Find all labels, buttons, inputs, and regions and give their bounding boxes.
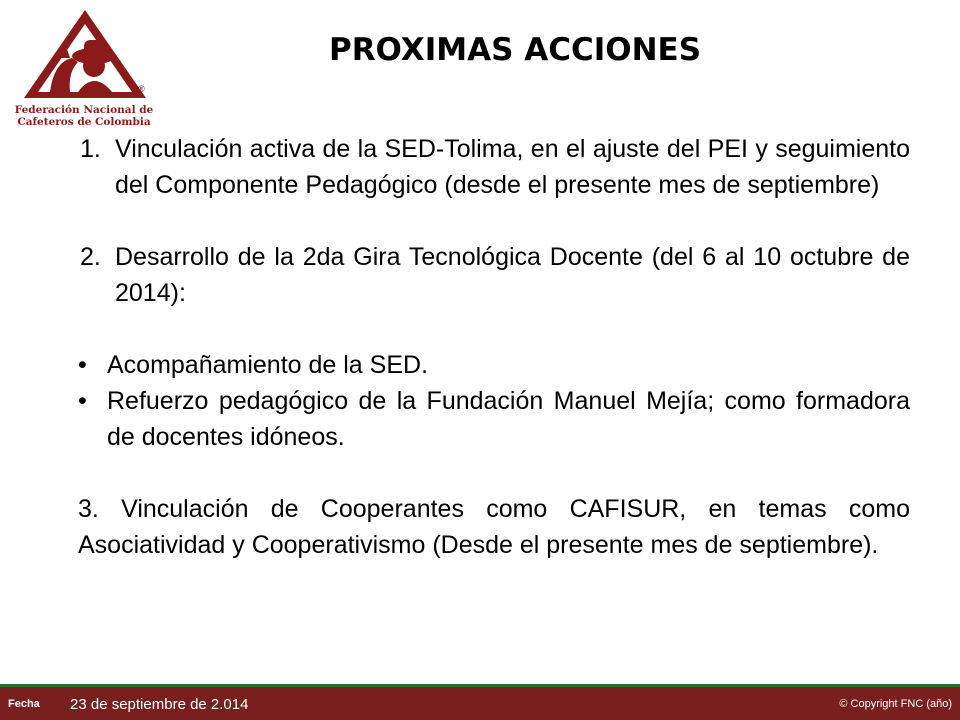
footer-bar <box>0 687 960 720</box>
slide-body <box>78 131 910 563</box>
bullet-text: Refuerzo pedagógico de la Fundación Manuel Mejía; como formadora de docentes idóneos. <box>107 387 910 451</box>
logo-text <box>14 104 154 128</box>
footer-date-label: Fecha <box>8 698 40 710</box>
slide-title: PROXIMAS ACCIONES <box>328 32 702 68</box>
item-text: Desarrollo de la 2da Gira Tecnológica Docente (del 6 al 10 octubre de 2014): <box>115 243 910 307</box>
item-text: Vinculación activa de la SED-Tolima, en el ajuste del PEI y seguimiento del Componente Pedagógico (desde el presente mes de septiembre) <box>115 135 910 199</box>
item-number: 1. <box>80 135 101 163</box>
bullet-item <box>78 347 910 383</box>
fnc-logo <box>14 6 154 134</box>
bullet-dot: • <box>78 387 87 415</box>
bullet-text: Acompañamiento de la SED. <box>107 351 429 379</box>
action-item-1 <box>78 131 910 203</box>
footer-date: 23 de septiembre de 2.014 <box>70 696 249 713</box>
item-number: 2. <box>80 243 101 271</box>
action-item-2 <box>78 239 910 311</box>
registered-mark: ® <box>138 84 145 94</box>
action-item-3: 3. Vinculación de Cooperantes como CAFISUR, en temas como Asociatividad y Cooperativismo (Desde el presente mes de septiembre). <box>78 495 910 559</box>
logo-line-2: Cafeteros de Colombia <box>17 116 151 128</box>
footer-copyright: © Copyright FNC (año) <box>839 698 952 710</box>
bullet-dot: • <box>78 351 87 379</box>
logo-line-1: Federación Nacional de <box>14 104 154 116</box>
bullet-item <box>78 383 910 455</box>
